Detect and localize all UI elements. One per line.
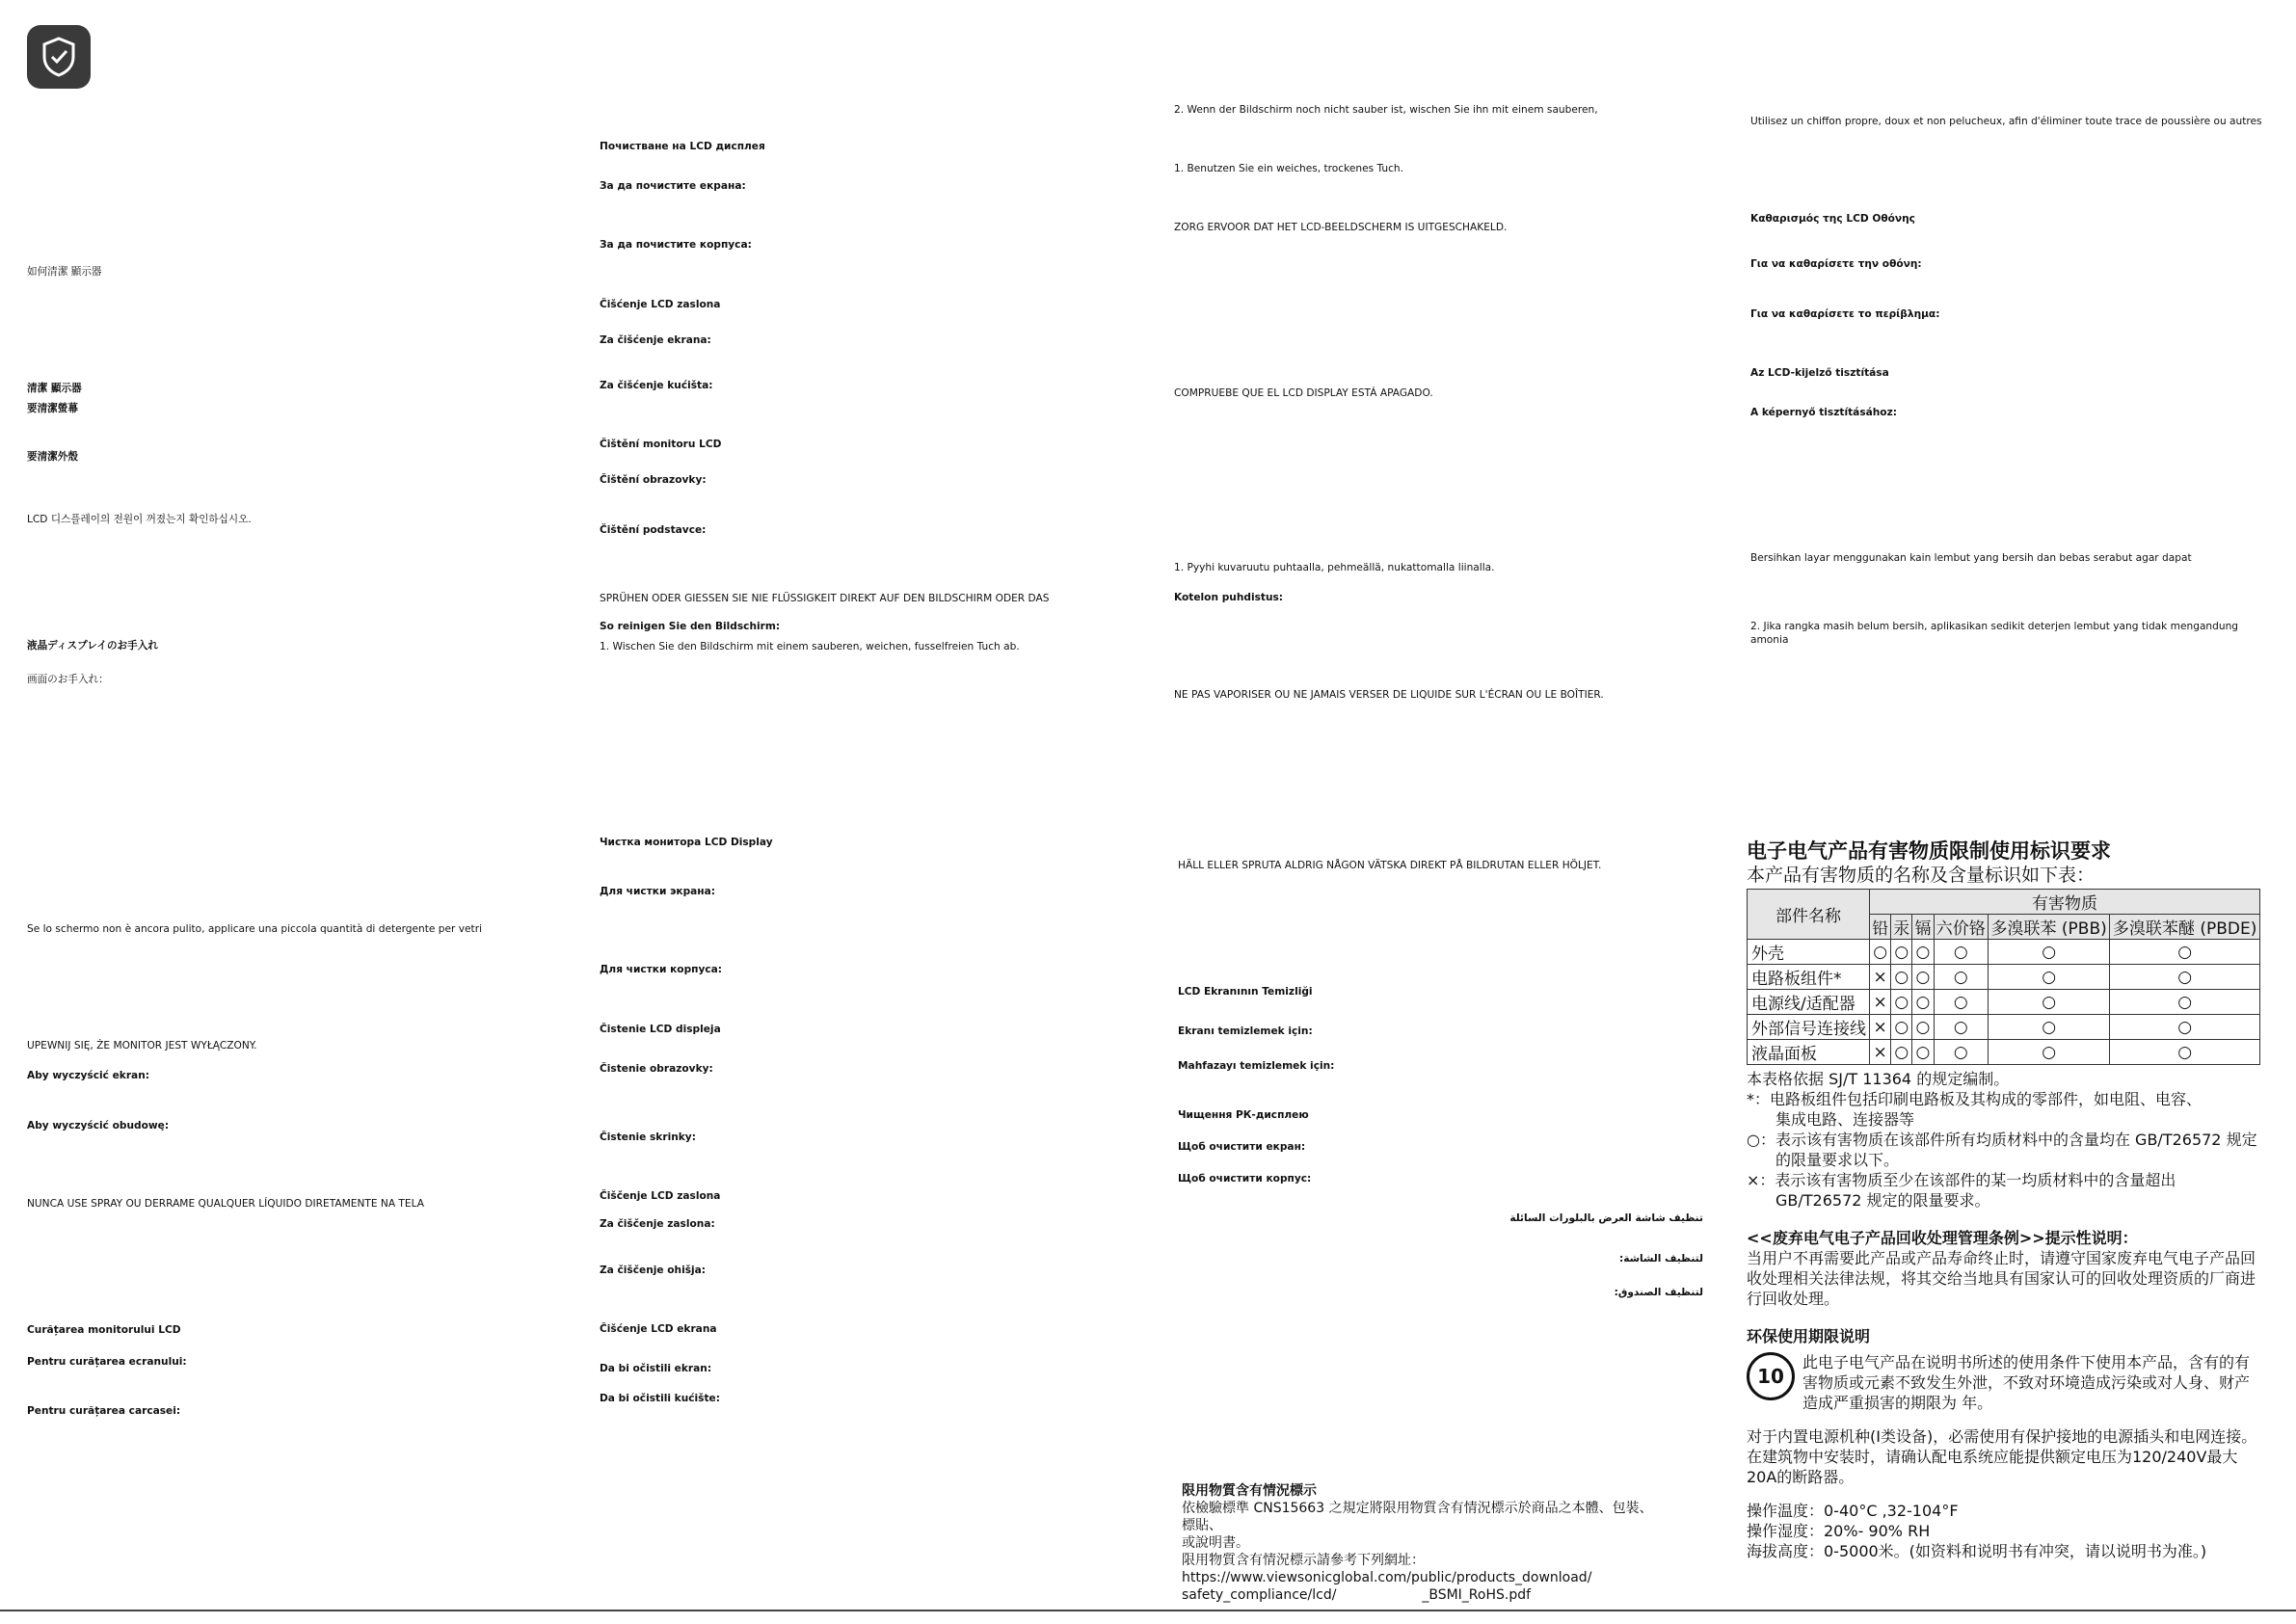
op-temp: 操作温度：0-40°C ,32-104°F (1747, 1502, 1959, 1520)
pl-screen: Aby wyczyścić ekran: (27, 1070, 149, 1082)
hr-screen: Za čišćenje ekrana: (600, 333, 711, 346)
substance-header: 镉 (1912, 915, 1934, 940)
note-o: ○：表示该有害物质在该部件所有均质材料中的含量均在 GB/T26572 规定 (1747, 1131, 2257, 1149)
sk-title: Čistenie LCD displeja (600, 1023, 721, 1035)
sk-screen: Čistenie obrazovky: (600, 1062, 713, 1075)
fi-step: 1. Pyyhi kuvaruutu puhtaalla, pehmeällä, nukattomalla liinalla. (1174, 561, 1495, 573)
recycle-title: <<废弃电气电子产品回收处理管理条例>>提示性说明： (1747, 1229, 2138, 1247)
substance-cell: ○ (2110, 965, 2260, 990)
substance-cell: ○ (1891, 940, 1912, 965)
column-3-top (1174, 104, 1699, 709)
substance-cell: ○ (1934, 965, 1988, 990)
note-x: ×：表示该有害物质至少在该部件的某一均质材料中的含量超出 (1747, 1171, 2176, 1189)
ru-case: Для чистки корпуса: (600, 964, 723, 976)
id-step2: 2. Jika rangka masih belum bersih, aplikasikan sedikit deterjen lembut yang tidak mengandung amonia (1750, 621, 2239, 646)
part-name-cell: 外部信号连接线 (1748, 1015, 1870, 1040)
substance-cell: × (1870, 1040, 1891, 1065)
tr-title: LCD Ekranının Temizliği (1178, 986, 1313, 998)
column-1-bottom (27, 923, 547, 1426)
part-name-cell: 电源线/适配器 (1748, 990, 1870, 1015)
china-rohs-panel (1747, 839, 2262, 1561)
bg-title: Почистване на LCD дисплея (600, 141, 765, 152)
zh-title-2: 清潔 顯示器 (27, 383, 82, 395)
ro-title: Curățarea monitorului LCD (27, 1324, 181, 1337)
substance-cell: ○ (1891, 1040, 1912, 1065)
efup-title: 环保使用期限说明 (1747, 1327, 1871, 1345)
efup-block (1747, 1352, 2262, 1413)
it-step: Se lo schermo non è ancora pulito, applicare una piccola quantità di detergente per vetri (27, 923, 483, 935)
de-step1: 1. Wischen Sie den Bildschirm mit einem sauberen, weichen, fusselfreien Tuch ab. (600, 641, 1020, 653)
note-o-2: 的限量要求以下。 (1775, 1151, 1900, 1169)
shield-check-icon (40, 36, 78, 78)
bsmi-title: 限用物質含有情況標示 (1182, 1483, 1317, 1499)
substance-header: 多溴联苯醚 (PBDE) (2110, 915, 2260, 940)
sl-title: Čiščenje LCD zaslona (600, 1190, 721, 1203)
de-warning: SPRÜHEN ODER GIESSEN SIE NIE FLÜSSIGKEIT DIREKT AUF DEN BILDSCHIRM ODER DAS (600, 592, 1050, 604)
sv-warning: HÄLL ELLER SPRUTA ALDRIG NÅGON VÄTSKA DIREKT PÅ BILDRUTAN ELLER HÖLJET. (1178, 860, 1602, 871)
fi-case: Kotelon puhdistus: (1174, 592, 1284, 604)
substance-cell: × (1870, 965, 1891, 990)
ro-case: Pentru curățarea carcasei: (27, 1405, 181, 1418)
table-row (1748, 940, 2260, 965)
sr-title: Čišćenje LCD ekrana (600, 1322, 717, 1335)
substance-cell: ○ (2110, 1015, 2260, 1040)
substance-cell: ○ (1934, 1040, 1988, 1065)
table-row (1748, 965, 2260, 990)
substance-cell: ○ (1989, 1015, 2110, 1040)
uk-screen: Щоб очистити екран: (1178, 1141, 1306, 1154)
substance-cell: ○ (1912, 940, 1934, 965)
substance-cell: ○ (1912, 990, 1934, 1015)
bsmi-line1: 依檢驗標準 CNS15663 之規定將限用物質含有情況標示於商品之本體、包裝、標貼、 (1182, 1501, 1653, 1533)
substance-header: 多溴联苯 (PBB) (1989, 915, 2110, 940)
el-case: Για να καθαρίσετε το περίβλημα: (1750, 307, 1940, 320)
efup-10-icon: 10 (1747, 1352, 1795, 1400)
substance-cell: ○ (1891, 965, 1912, 990)
recycle-body: 当用户不再需要此产品或产品寿命终止时，请遵守国家废弃电气电子产品回收处理相关法律法规，将其交给当地具有国家认可的回收处理资质的厂商进行回收处理。 (1747, 1249, 2256, 1308)
power-note: 对于内置电源机种(I类设备)，必需使用有保护接地的电源插头和电网连接。在建筑物中安装时，请确认配电系统应能提供额定电压为120/240V最大20A的断路器。 (1747, 1427, 2257, 1486)
sk-case: Čistenie skrinky: (600, 1131, 696, 1144)
id-step1: Bersihkan layar menggunakan kain lembut yang bersih dan bebas serabut agar dapat (1750, 552, 2192, 565)
note-x-2: GB/T26572 规定的限量要求。 (1775, 1191, 1990, 1210)
ro-screen: Pentru curățarea ecranului: (27, 1356, 187, 1369)
shield-check-logo (27, 25, 91, 89)
sr-case: Da bi očistili kućište: (600, 1393, 720, 1405)
el-title: Καθαρισμός της LCD Οθόνης (1750, 213, 1915, 226)
column-4-top (1750, 116, 2276, 654)
substance-header: 汞 (1891, 915, 1912, 940)
part-name-cell: 外壳 (1748, 940, 1870, 965)
ar-title: تنظيف شاشة العرض بالبلورات السائلة (1509, 1212, 1703, 1225)
part-name-cell: 电路板组件* (1748, 965, 1870, 990)
de-step2: 2. Wenn der Bildschirm noch nicht sauber ist, wischen Sie ihn mit einem sauberen, (1174, 104, 1598, 116)
substance-cell: ○ (1891, 990, 1912, 1015)
pl-warning: UPEWNIJ SIĘ, ŻE MONITOR JEST WYŁĄCZONY. (27, 1040, 257, 1052)
hu-screen: A képernyő tisztításához: (1750, 407, 1897, 419)
efup-body: 此电子电气产品在说明书所述的使用条件下使用本产品，含有的有害物质或元素不致发生外泄，不致对环境造成污染或对人身、财产造成严重损害的期限为 年。 (1802, 1353, 2251, 1412)
substance-cell: ○ (1912, 1040, 1934, 1065)
ja-screen: 画面のお手入れ： (27, 674, 109, 686)
substance-cell: ○ (2110, 1040, 2260, 1065)
table-header-part: 部件名称 (1748, 890, 1870, 940)
note-star-2: 集成电路、连接器等 (1775, 1110, 1915, 1129)
op-humidity: 操作湿度：20%- 90% RH (1747, 1522, 1931, 1540)
nl-warning: ZORG ERVOOR DAT HET LCD-BEELDSCHERM IS UITGESCHAKELD. (1174, 222, 1508, 234)
fr-warning: NE PAS VAPORISER OU NE JAMAIS VERSER DE LIQUIDE SUR L'ÉCRAN OU LE BOÎTIER. (1174, 689, 1604, 702)
bsmi-url1: https://www.viewsonicglobal.com/public/products_download/ (1182, 1570, 1592, 1585)
substance-cell: ○ (1934, 940, 1988, 965)
ru-title: Чистка монитора LCD Display (600, 837, 773, 848)
uk-case: Щоб очистити корпус: (1178, 1173, 1312, 1185)
substance-cell: ○ (1912, 1015, 1934, 1040)
sr-screen: Da bi očistili ekran: (600, 1363, 712, 1375)
substance-cell: ○ (1934, 1015, 1988, 1040)
hr-case: Za čišćenje kućišta: (600, 380, 713, 392)
column-1-top (27, 266, 547, 694)
substance-cell: ○ (1989, 990, 2110, 1015)
bg-case: За да почистите корпуса: (600, 239, 752, 252)
rohs-notes (1747, 1069, 2262, 1211)
el-screen: Για να καθαρίσετε την οθόνη: (1750, 258, 1922, 271)
substance-cell: ○ (1989, 940, 2110, 965)
fr-step: Utilisez un chiffon propre, doux et non pelucheux, afin d'éliminer toute trace de poussière ou autres (1750, 116, 2262, 127)
rohs-title: 电子电气产品有害物质限制使用标识要求 (1747, 839, 2111, 863)
zh-sub-case: 要清潔外殼 (27, 450, 78, 463)
ar-case: لتنظيف الصندوق: (1614, 1286, 1703, 1298)
ar-screen: لتنظيف الشاشة: (1618, 1252, 1703, 1265)
cs-screen: Čištění obrazovky: (600, 474, 707, 487)
column-2-top (600, 104, 1120, 661)
table-header-group: 有害物质 (1870, 890, 2260, 915)
substance-cell: ○ (1912, 965, 1934, 990)
de-step1b: 1. Benutzen Sie ein weiches, trockenes Tuch. (1174, 163, 1403, 175)
part-name-cell: 液晶面板 (1748, 1040, 1870, 1065)
page-bottom-rule (0, 1610, 2296, 1611)
table-row (1748, 990, 2260, 1015)
bsmi-line2: 或說明書。 (1182, 1535, 1249, 1551)
substance-cell: × (1870, 990, 1891, 1015)
rohs-subtitle: 本产品有害物质的名称及含量标识如下表： (1747, 865, 2096, 886)
zh-title-1: 如何清潔 顯示器 (27, 266, 102, 278)
substance-cell: ○ (1870, 940, 1891, 965)
column-2-bottom (600, 837, 1120, 1413)
substance-cell: ○ (2110, 940, 2260, 965)
bsmi-url3: _BSMI_RoHS.pdf (1422, 1587, 1532, 1603)
altitude: 海拔高度：0-5000米。(如资料和说明书有冲突，请以说明书为准。) (1747, 1542, 2207, 1560)
table-row (1748, 1040, 2260, 1065)
ru-screen: Для чистки экрана: (600, 886, 716, 898)
hu-title: Az LCD-kijelző tisztítása (1750, 366, 1889, 379)
column-3-bottom (1178, 860, 1703, 1307)
de-title: So reinigen Sie den Bildschirm: (600, 621, 781, 633)
substance-cell: × (1870, 1015, 1891, 1040)
sl-screen: Za čiščenje zaslona: (600, 1218, 715, 1231)
substance-cell: ○ (1891, 1015, 1912, 1040)
note-star: *：电路板组件包括印刷电路板及其构成的零部件，如电阻、电容、 (1747, 1090, 2203, 1108)
pl-case: Aby wyczyścić obudowę: (27, 1119, 170, 1131)
tr-screen: Ekranı temizlemek için: (1178, 1025, 1313, 1038)
hr-title: Čišćenje LCD zaslona (600, 298, 721, 310)
substance-cell: ○ (1989, 1040, 2110, 1065)
substance-cell: ○ (1934, 990, 1988, 1015)
pt-warning: NUNCA USE SPRAY OU DERRAME QUALQUER LÍQUIDO DIRETAMENTE NA TELA (27, 1197, 424, 1210)
ja-title: 液晶ディスプレイのお手入れ (27, 640, 158, 652)
substance-cell: ○ (1989, 965, 2110, 990)
table-row (1748, 1015, 2260, 1040)
substance-header: 铅 (1870, 915, 1891, 940)
note-standard: 本表格依据 SJ/T 11364 的规定编制。 (1747, 1070, 2010, 1088)
substance-cell: ○ (2110, 990, 2260, 1015)
sl-case: Za čiščenje ohišja: (600, 1264, 707, 1276)
substance-header: 六价铬 (1934, 915, 1988, 940)
tr-case: Mahfazayı temizlemek için: (1178, 1059, 1335, 1072)
bsmi-url2: safety_compliance/lcd/ (1182, 1587, 1337, 1603)
bsmi-notice (1182, 1482, 1664, 1604)
cs-title: Čištění monitoru LCD (600, 439, 722, 451)
zh-sub-screen: 要清潔螢幕 (27, 403, 78, 415)
bsmi-line3: 限用物質含有情況標示請參考下列網址： (1182, 1553, 1425, 1568)
cs-case: Čištění podstavce: (600, 523, 707, 536)
bg-screen: За да почистите екрана: (600, 180, 746, 193)
uk-title: Чищення РК-дисплею (1178, 1108, 1309, 1121)
es-warning: COMPRUEBE QUE EL LCD DISPLAY ESTÁ APAGADO. (1174, 386, 1433, 399)
ko-intro: LCD 디스플레이의 전원이 꺼졌는지 확인하십시오. (27, 513, 252, 525)
hazardous-substance-table (1747, 889, 2260, 1065)
